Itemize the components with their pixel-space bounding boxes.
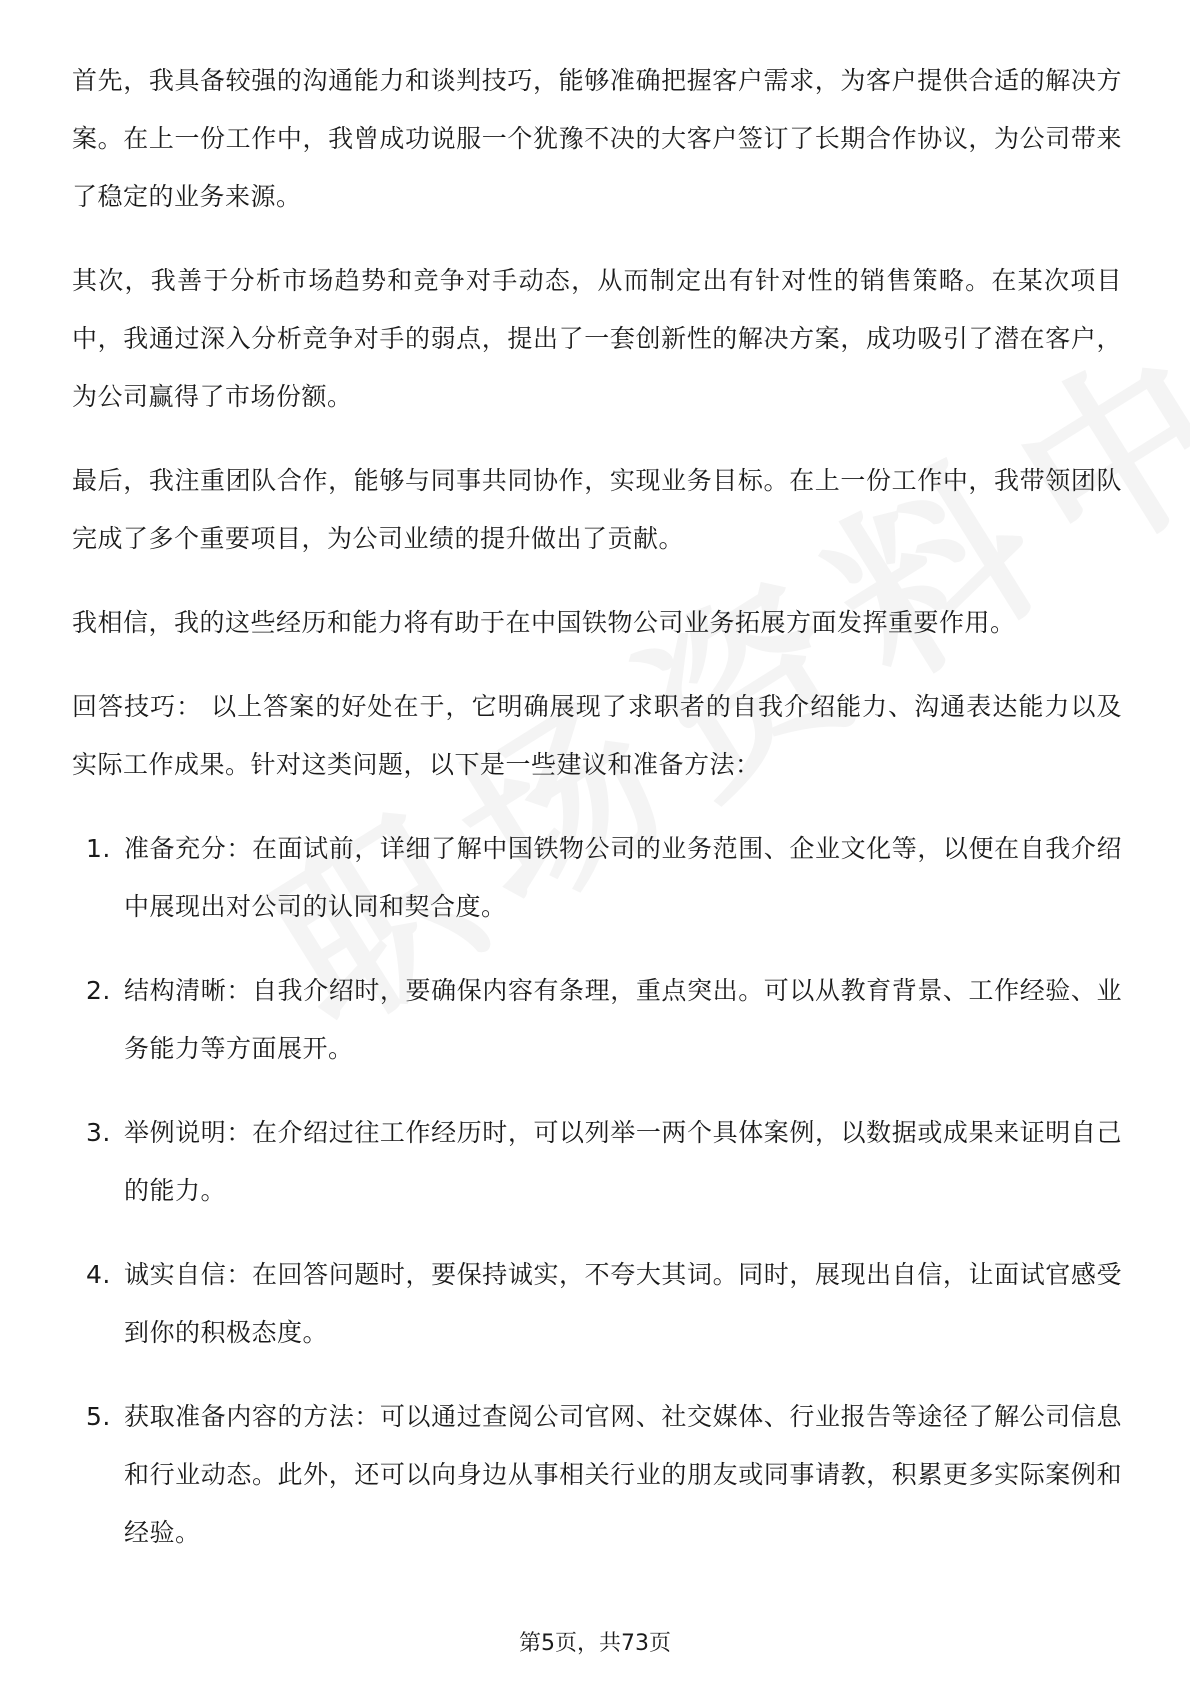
list-item-text: 诚实自信：在回答问题时，要保持诚实，不夸大其词。同时，展现出自信，让面试官感受到你的积极态度。	[124, 1260, 1122, 1347]
list-item-text: 准备充分：在面试前，详细了解中国铁物公司的业务范围、企业文化等，以便在自我介绍中展现出对公司的认同和契合度。	[124, 834, 1122, 921]
list-item-text: 结构清晰：自我介绍时，要确保内容有条理，重点突出。可以从教育背景、工作经验、业务能力等方面展开。	[124, 976, 1122, 1063]
list-item-number: 4.	[86, 1260, 111, 1289]
page-number-footer: 第5页，共73页	[519, 1631, 671, 1656]
list-item-text: 举例说明：在介绍过往工作经历时，可以列举一两个具体案例，以数据或成果来证明自己的能力。	[124, 1118, 1122, 1205]
list-item-number: 3.	[86, 1118, 111, 1147]
list-item-number: 5.	[86, 1402, 111, 1431]
tips-list	[72, 820, 1122, 1562]
list-item	[72, 1388, 1122, 1562]
list-item	[72, 1104, 1122, 1220]
list-item-text: 获取准备内容的方法：可以通过查阅公司官网、社交媒体、行业报告等途径了解公司信息和行业动态。此外，还可以向身边从事相关行业的朋友或同事请教，积累更多实际案例和经验。	[124, 1402, 1122, 1547]
paragraph-4: 我相信，我的这些经历和能力将有助于在中国铁物公司业务拓展方面发挥重要作用。	[72, 608, 1016, 637]
paragraph-1: 首先，我具备较强的沟通能力和谈判技巧，能够准确把握客户需求，为客户提供合适的解决方案。在上一份工作中，我曾成功说服一个犹豫不决的大客户签订了长期合作协议，为公司带来了稳定的业务来源。	[72, 66, 1122, 211]
document-body	[72, 52, 1122, 1588]
list-item	[72, 962, 1122, 1078]
list-item-number: 2.	[86, 976, 111, 1005]
paragraph-3: 最后，我注重团队合作，能够与同事共同协作，实现业务目标。在上一份工作中，我带领团队完成了多个重要项目，为公司业绩的提升做出了贡献。	[72, 466, 1122, 553]
list-item-number: 1.	[86, 834, 111, 863]
list-item	[72, 820, 1122, 936]
paragraph-2: 其次，我善于分析市场趋势和竞争对手动态，从而制定出有针对性的销售策略。在某次项目中，我通过深入分析竞争对手的弱点，提出了一套创新性的解决方案，成功吸引了潜在客户，为公司赢得了市场份额。	[72, 266, 1122, 411]
answer-tips-intro: 回答技巧： 以上答案的好处在于，它明确展现了求职者的自我介绍能力、沟通表达能力以及实际工作成果。针对这类问题，以下是一些建议和准备方法：	[72, 692, 1122, 779]
list-item	[72, 1246, 1122, 1362]
